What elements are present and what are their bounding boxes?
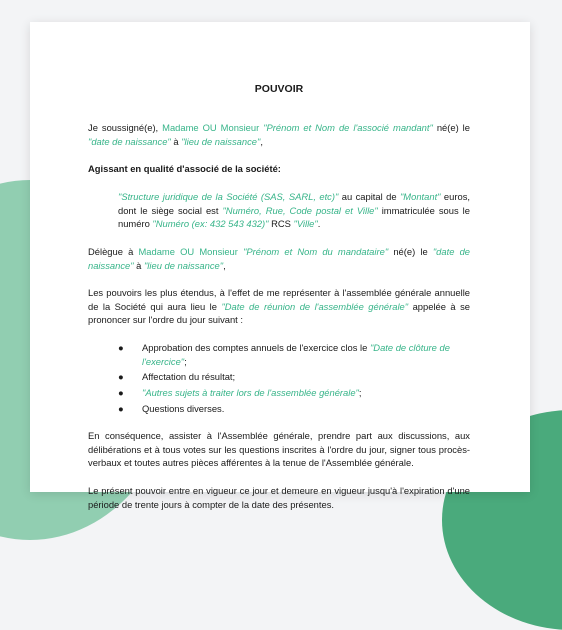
text: RCS	[268, 218, 294, 230]
bullet-icon: ●	[118, 402, 124, 414]
placeholder-delegate-name: "Prénom et Nom du mandataire"	[243, 245, 389, 257]
placeholder-capital-amount: "Montant"	[399, 191, 441, 203]
text: né(e) le	[432, 122, 470, 134]
placeholder-civility: Madame OU Monsieur	[162, 122, 264, 134]
placeholder-meeting-date: "Date de réunion de l'assemblée générale"	[221, 300, 409, 312]
text: ,	[260, 135, 263, 147]
text: né(e) le	[388, 245, 433, 257]
placeholder-birth-date: "date de naissance"	[88, 135, 171, 147]
text: immatriculée sous le numéro	[118, 204, 470, 230]
document-title: POUVOIR	[254, 83, 304, 95]
paragraph-delegate	[88, 245, 470, 272]
paragraph-mandant	[88, 121, 470, 148]
text: euros, dont le siège social est	[118, 191, 470, 216]
bullet-icon: ●	[118, 371, 124, 383]
list-item	[118, 341, 470, 368]
list-item	[118, 386, 470, 400]
text: appelée à se prononcer sur l'ordre du jour suivant :	[88, 300, 470, 326]
placeholder-birth-place: "lieu de naissance"	[181, 135, 261, 147]
text: Délègue à	[88, 245, 139, 257]
heading-associate-text: Agissant en qualité d'associé de la société:	[88, 163, 281, 175]
paragraph-consequence: En conséquence, assister à l'Assemblée générale, prendre part aux discussions, aux délibérations et à tous votes sur les questions inscrites à l'ordre du jour, signer tous procès-verbaux et toutes autres pièces afférentes à la tenue de l'Assemblée générale.	[88, 430, 470, 469]
paragraph-validity: Le présent pouvoir entre en vigueur ce jour et demeure en vigueur jusqu'à l'expiration d'une période de trente jours à compter de la date des présentes.	[88, 485, 470, 510]
placeholder-birth-date: "date de naissance"	[88, 245, 471, 271]
placeholder-registration-number: "Numéro (ex: 432 543 432)"	[152, 218, 269, 230]
document-content	[88, 82, 470, 525]
bullet-icon: ●	[118, 342, 124, 354]
text: au capital de	[338, 191, 400, 203]
text: Affectation du résultat;	[142, 371, 236, 383]
bullet-icon: ●	[118, 386, 124, 398]
text: à	[170, 135, 182, 147]
text: Questions diverses.	[142, 402, 225, 414]
text: ;	[358, 386, 362, 398]
text: Les pouvoirs les plus étendus, à l'effet de me représenter à l'assemblée générale annuelle de la Société qui aura lieu le	[88, 287, 470, 312]
text: à	[133, 259, 144, 271]
placeholder-other-topics: "Autres sujets à traiter lors de l'assemblée générale"	[142, 386, 359, 398]
text: Je soussigné(e),	[88, 122, 163, 134]
heading-associate	[88, 162, 470, 176]
list-item	[118, 370, 470, 384]
placeholder-legal-structure: "Structure juridique de la Société (SAS, SARL, etc)"	[118, 191, 339, 203]
placeholder-closing-date: "Date de clôture de l'exercice"	[142, 342, 450, 367]
list-item	[118, 402, 470, 416]
placeholder-birth-place: "lieu de naissance"	[143, 259, 224, 271]
paragraph-powers	[88, 286, 470, 327]
placeholder-mandant-name: "Prénom et Nom de l'associé mandant"	[263, 122, 433, 134]
text: Approbation des comptes annuels de l'exercice clos le	[142, 342, 370, 354]
paragraph-company	[88, 190, 470, 231]
placeholder-address: "Numéro, Rue, Code postal et Ville"	[222, 204, 378, 216]
placeholder-city: "Ville"	[293, 218, 318, 230]
document-page	[30, 22, 530, 510]
text: ,	[223, 259, 226, 271]
text: ;	[184, 355, 187, 367]
text: .	[317, 218, 321, 230]
placeholder-civility: Madame OU Monsieur	[138, 245, 244, 257]
agenda-list	[88, 341, 470, 415]
